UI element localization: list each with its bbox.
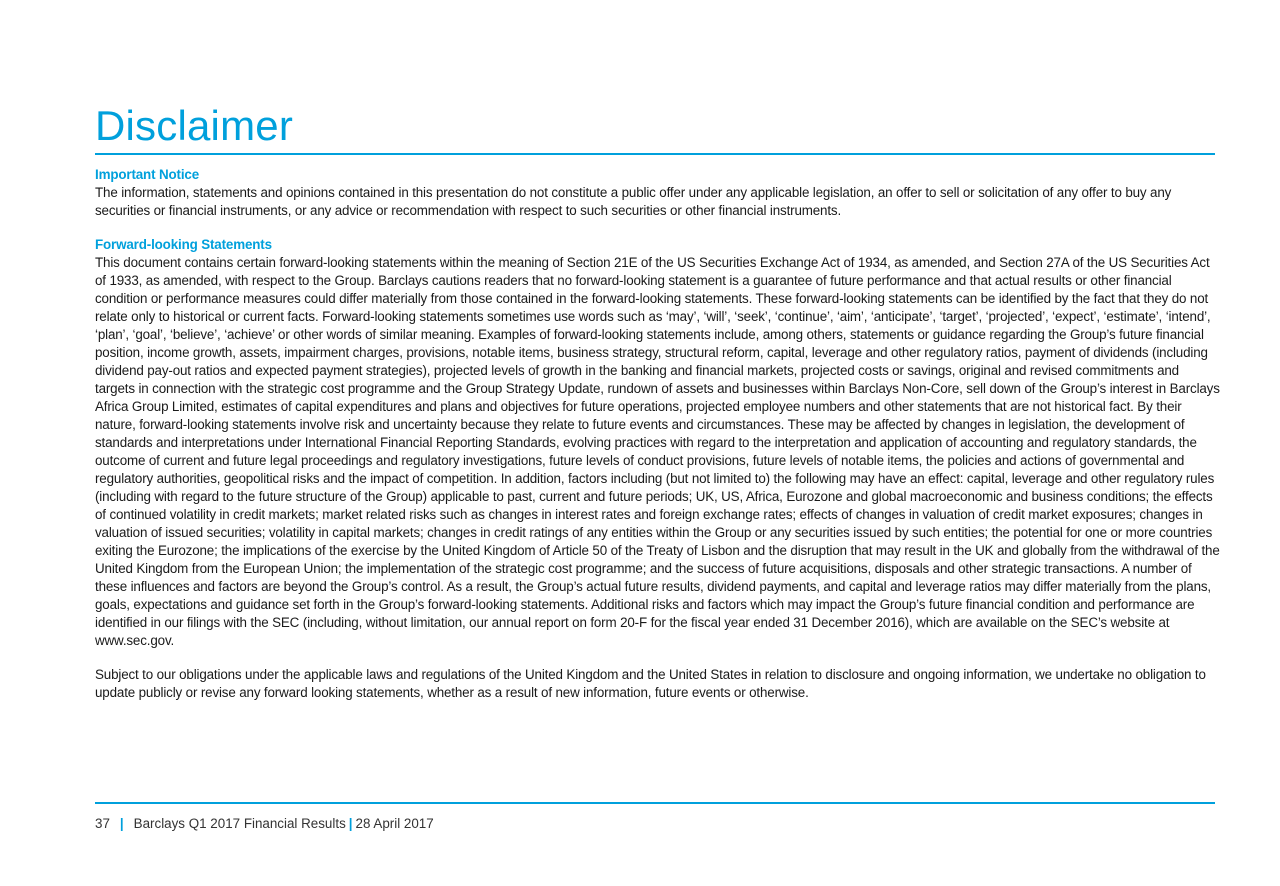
footer-divider <box>95 802 1215 804</box>
footer-separator: | <box>119 816 124 831</box>
page-number: 37 <box>95 816 110 831</box>
footer-separator: | <box>348 816 353 831</box>
spacer <box>95 650 1220 666</box>
footer-date: 28 April 2017 <box>355 816 434 831</box>
forward-looking-heading: Forward-looking Statements <box>95 237 272 252</box>
page-title: Disclaimer <box>95 102 294 149</box>
closing-statement: Subject to our obligations under the applicable laws and regulations of the United Kingdom and the United States in relation to disclosure and ongoing information, we undertake no obligation to update publicly or revise any forward looking statements, whether as a result of new information, future events or otherwise. <box>95 667 1206 700</box>
footer <box>95 815 434 833</box>
footer-document-title: Barclays Q1 2017 Financial Results <box>133 816 346 831</box>
disclaimer-body <box>95 166 1220 702</box>
important-notice-heading: Important Notice <box>95 167 199 182</box>
title-divider <box>95 153 1215 155</box>
spacer <box>95 220 1220 236</box>
forward-looking-text: This document contains certain forward-looking statements within the meaning of Section 21E of the US Securities Exchange Act of 1934, as amended, and Section 27A of the US Securities Act of 1933, as amended, with respect to the Group. Barclays cautions readers that no forward-looking statement is a guarantee of future performance and that actual results or other financial condition or performance measures could differ materially from those contained in the forward-looking statements. These forward-looking statements can be identified by the fact that they do not relate only to historical or current facts. Forward-looking statements sometimes use words such as ‘may’, ‘will’, ‘seek’, ‘continue’, ‘aim’, ‘anticipate’, ‘target’, ‘projected’, ‘expect’, ‘estimate’, ‘intend’, ‘plan’, ‘goal’, ‘believe’, ‘achieve’ or other words of similar meaning. Examples of forward-looking statements include, among others, statements or guidance regarding the Group’s future financial position, income growth, assets, impairment charges, provisions, notable items, business strategy, structural reform, capital, leverage and other regulatory ratios, payment of dividends (including dividend pay-out ratios and expected payment strategies), projected levels of growth in the banking and financial markets, projected costs or savings, original and revised commitments and targets in connection with the strategic cost programme and the Group Strategy Update, rundown of assets and businesses within Barclays Non-Core, sell down of the Group’s interest in Barclays Africa Group Limited, estimates of capital expenditures and plans and objectives for future operations, projected employee numbers and other statements that are not historical fact. By their nature, forward-looking statements involve risk and uncertainty because they relate to future events and circumstances. These may be affected by changes in legislation, the development of standards and interpretations under International Financial Reporting Standards, evolving practices with regard to the interpretation and application of accounting and regulatory standards, the outcome of current and future legal proceedings and regulatory investigations, future levels of conduct provisions, future levels of notable items, the policies and actions of governmental and regulatory authorities, geopolitical risks and the impact of competition. In addition, factors including (but not limited to) the following may have an effect: capital, leverage and other regulatory rules (including with regard to the future structure of the Group) applicable to past, current and future periods; UK, US, Africa, Eurozone and global macroeconomic and business conditions; the effects of continued volatility in credit markets; market related risks such as changes in interest rates and foreign exchange rates; effects of changes in valuation of credit market exposures; changes in valuation of issued securities; volatility in capital markets; changes in credit ratings of any entities within the Group or any securities issued by such entities; the potential for one or more countries exiting the Eurozone; the implications of the exercise by the United Kingdom of Article 50 of the Treaty of Lisbon and the disruption that may result in the UK and globally from the withdrawal of the United Kingdom from the European Union; the implementation of the strategic cost programme; and the success of future acquisitions, disposals and other strategic transactions. A number of these influences and factors are beyond the Group’s control. As a result, the Group’s actual future results, dividend payments, and capital and leverage ratios may differ materially from the plans, goals, expectations and guidance set forth in the Group’s forward-looking statements. Additional risks and factors which may impact the Group’s future financial condition and performance are identified in our filings with the SEC (including, without limitation, our annual report on form 20-F for the fiscal year ended 31 December 2016), which are available on the SEC’s website at www.sec.gov. <box>95 255 1220 648</box>
important-notice-text: The information, statements and opinions contained in this presentation do not constitute a public offer under any applicable legislation, an offer to sell or solicitation of any offer to buy any securities or financial instruments, or any advice or recommendation with respect to such securities or other financial instruments. <box>95 185 1172 218</box>
